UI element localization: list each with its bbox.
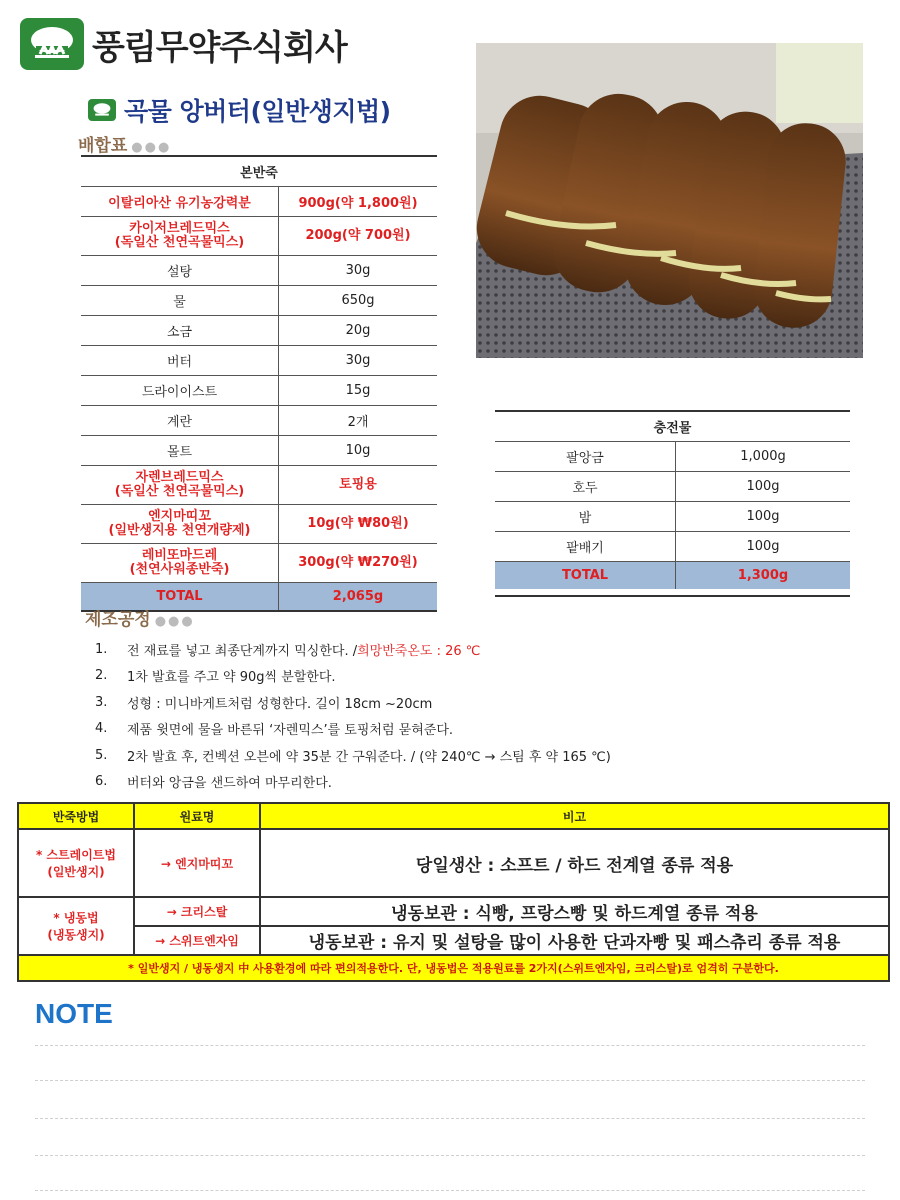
total-label: TOTAL xyxy=(495,562,676,590)
ingredient-name-line1: 엔지마띠꼬 xyxy=(148,509,211,524)
step-text: 제품 윗면에 물을 바른뒤 ‘자렌믹스’를 토핑처럼 묻혀준다. xyxy=(127,723,454,739)
ingredient-qty: 10g(약 ₩80원) xyxy=(279,505,438,544)
process-steps xyxy=(95,636,611,795)
step-number: 5. xyxy=(95,747,108,763)
step-number: 3. xyxy=(95,694,108,710)
step-text: 성형 : 미니바게트처럼 성형한다. 길이 18cm ~20cm xyxy=(127,696,433,712)
table-row xyxy=(18,897,889,926)
total-value: 2,065g xyxy=(279,583,438,612)
ingredient-name: 버터 xyxy=(81,346,279,376)
list-item xyxy=(95,663,611,690)
ingredient-name-line2: (독일산 천연곡물믹스) xyxy=(114,235,245,250)
ingredient-name: → 엔지마띠꼬 xyxy=(134,829,260,897)
table-row xyxy=(495,502,850,532)
filling-table xyxy=(495,410,850,589)
process-label-text: 제조공정 xyxy=(85,610,151,630)
table-row xyxy=(81,217,437,256)
step-number: 4. xyxy=(95,721,108,737)
formula-table xyxy=(81,155,437,612)
filling-qty: 1,000g xyxy=(676,442,851,472)
note-line xyxy=(35,1045,865,1046)
method-name-line1: * 냉동법 xyxy=(53,911,99,925)
table-row xyxy=(81,256,437,286)
recipe-title-row xyxy=(88,92,391,128)
method-note: 당일생산 : 소프트 / 하드 전계열 종류 적용 xyxy=(260,829,889,897)
ingredient-qty: 20g xyxy=(279,316,438,346)
ingredient-name-line1: 레비또마드레 xyxy=(141,548,218,563)
ingredient-name: 물 xyxy=(81,286,279,316)
method-name-line2: (일반생지) xyxy=(47,865,105,879)
ingredient-name xyxy=(81,466,279,505)
table-row xyxy=(81,436,437,466)
small-logo-icon xyxy=(88,99,116,121)
dough-method-table xyxy=(17,802,890,982)
ingredient-qty: 토핑용 xyxy=(279,466,438,505)
table-row xyxy=(81,316,437,346)
ingredient-name xyxy=(81,217,279,256)
ingredient-name: 소금 xyxy=(81,316,279,346)
table-row xyxy=(495,472,850,502)
list-item xyxy=(95,716,611,743)
filling-qty: 100g xyxy=(676,532,851,562)
table-row xyxy=(81,376,437,406)
filling-name: 팥배기 xyxy=(495,532,676,562)
ingredient-qty: 900g(약 1,800원) xyxy=(279,187,438,217)
footnote-row xyxy=(18,955,889,981)
ingredient-qty: 30g xyxy=(279,346,438,376)
step-text: 1차 발효를 주고 약 90g씩 분할한다. xyxy=(127,670,336,686)
ingredient-qty: 300g(약 ₩270원) xyxy=(279,544,438,583)
recipe-title: 곡물 앙버터(일반생지법) xyxy=(124,97,391,126)
column-header: 원료명 xyxy=(134,803,260,829)
column-header: 비고 xyxy=(260,803,889,829)
method-name xyxy=(18,897,134,955)
step-number: 2. xyxy=(95,668,108,684)
note-line xyxy=(35,1118,865,1119)
step-number: 6. xyxy=(95,774,108,790)
note-line xyxy=(35,1190,865,1191)
method-name-line2: (냉동생지) xyxy=(47,928,105,942)
note-line xyxy=(35,1155,865,1156)
note-title: NOTE xyxy=(35,998,113,1029)
ingredient-qty: 2개 xyxy=(279,406,438,436)
ingredient-name: 몰트 xyxy=(81,436,279,466)
ingredient-qty: 200g(약 700원) xyxy=(279,217,438,256)
total-row xyxy=(495,562,850,590)
table-row xyxy=(18,829,889,897)
list-item xyxy=(95,742,611,769)
ingredient-name-line2: (일반생지용 천연개량제) xyxy=(108,523,251,538)
ingredient-name: → 스위트엔자임 xyxy=(134,926,260,955)
process-section-label xyxy=(85,605,195,630)
ingredient-name: → 크리스탈 xyxy=(134,897,260,926)
company-logo-icon xyxy=(20,18,84,70)
ingredient-name: 이탈리아산 유기농강력분 xyxy=(81,187,279,217)
list-item xyxy=(95,689,611,716)
table-row xyxy=(81,544,437,583)
bread-photo xyxy=(476,43,863,358)
filling-table-header: 충전물 xyxy=(495,411,850,442)
table-row xyxy=(495,442,850,472)
ingredient-qty: 15g xyxy=(279,376,438,406)
step-text: 2차 발효 후, 컨벡션 오븐에 약 35분 간 구워준다. / (약 240℃ → 스팀 후 약 165 ℃) xyxy=(127,749,611,765)
table-row xyxy=(81,286,437,316)
ingredient-qty: 650g xyxy=(279,286,438,316)
company-name: 풍림무약주식회사 xyxy=(92,27,347,68)
filling-name: 팔앙금 xyxy=(495,442,676,472)
method-note: 냉동보관 : 유지 및 설탕을 많이 사용한 단과자빵 및 패스츄리 종류 적용 xyxy=(260,926,889,955)
divider xyxy=(495,595,850,597)
ingredient-name-line1: 자렌브레드믹스 xyxy=(135,470,224,485)
column-header: 반죽방법 xyxy=(18,803,134,829)
formula-table-header: 본반죽 xyxy=(81,156,437,187)
total-label: TOTAL xyxy=(81,583,279,612)
filling-name: 호두 xyxy=(495,472,676,502)
ingredient-name-line2: (독일산 천연곡물믹스) xyxy=(114,484,245,499)
table-row xyxy=(495,532,850,562)
list-item xyxy=(95,636,611,663)
dots-decoration: ●●● xyxy=(131,140,172,155)
footnote: * 일반생지 / 냉동생지 中 사용환경에 따라 편의적용한다. 단, 냉동법은 적용원료를 2가지(스위트엔자임, 크리스탈)로 엄격히 구분한다. xyxy=(18,955,889,981)
ingredient-name: 계란 xyxy=(81,406,279,436)
ingredient-name xyxy=(81,505,279,544)
table-row xyxy=(81,466,437,505)
ingredient-name-line2: (천연사워종반죽) xyxy=(129,562,230,577)
ingredient-name-line1: 카이저브레드믹스 xyxy=(129,221,230,236)
method-note: 냉동보관 : 식빵, 프랑스빵 및 하드계열 종류 적용 xyxy=(260,897,889,926)
table-row xyxy=(81,406,437,436)
filling-qty: 100g xyxy=(676,502,851,532)
step-highlight: 희망반죽온도 : 26 ℃ xyxy=(357,643,481,659)
ingredient-name xyxy=(81,544,279,583)
table-row xyxy=(81,346,437,376)
method-name-line1: * 스트레이트법 xyxy=(35,848,116,862)
total-value: 1,300g xyxy=(676,562,851,590)
dots-decoration: ●●● xyxy=(154,614,195,629)
step-text: 전 재료를 넣고 최종단계까지 믹싱한다. / xyxy=(127,643,358,659)
step-number: 1. xyxy=(95,641,108,657)
ingredient-name: 드라이이스트 xyxy=(81,376,279,406)
company-header xyxy=(20,18,347,70)
step-text: 버터와 앙금을 샌드하여 마무리한다. xyxy=(127,776,332,792)
method-name xyxy=(18,829,134,897)
list-item xyxy=(95,769,611,796)
table-row xyxy=(81,505,437,544)
table-row xyxy=(18,926,889,955)
filling-name: 밤 xyxy=(495,502,676,532)
formula-section-label xyxy=(78,131,171,156)
table-row xyxy=(81,187,437,217)
ingredient-qty: 10g xyxy=(279,436,438,466)
note-line xyxy=(35,1080,865,1081)
filling-qty: 100g xyxy=(676,472,851,502)
ingredient-name: 설탕 xyxy=(81,256,279,286)
formula-label-text: 배합표 xyxy=(78,136,128,156)
ingredient-qty: 30g xyxy=(279,256,438,286)
